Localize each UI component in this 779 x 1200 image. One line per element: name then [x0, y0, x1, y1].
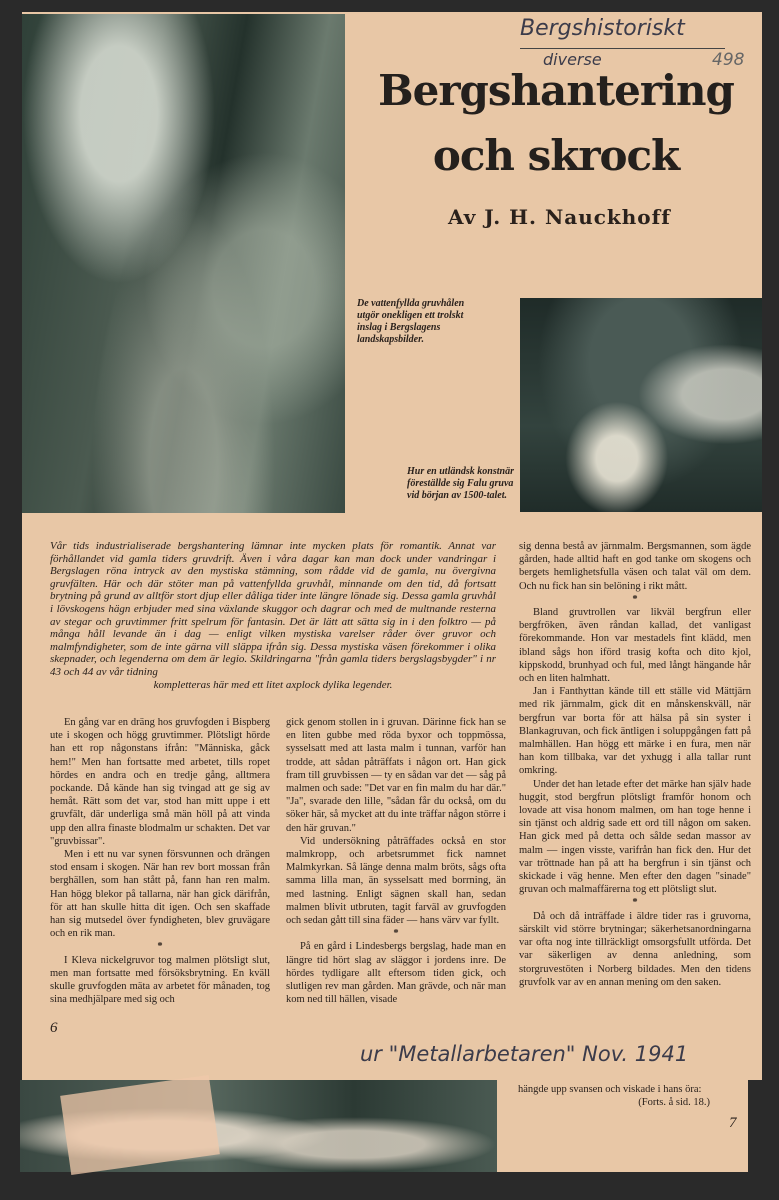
page-number-left: 6: [50, 1020, 58, 1036]
separator: *: [393, 928, 399, 940]
title-line-1: Bergshantering: [378, 66, 734, 115]
paragraph: I Kleva nickelgruvor tog malmen plötsligt slut, men man fortsatte med försöksbrytning. En kväll skulle gruvfogden mäta av arbetet för månaden, tog sina medhjälpare med sig och: [50, 954, 270, 1006]
separator: *: [157, 941, 163, 953]
page-number-right: 7: [729, 1115, 737, 1131]
continued-note: (Forts. å sid. 18.): [638, 1097, 710, 1109]
handwritten-underline: [520, 48, 725, 49]
separator: *: [632, 897, 638, 909]
photo-water-filled-mine: [22, 14, 345, 513]
intro-text: Vår tids industrialiserade bergshantering lämnar inte mycken plats för romantik. Annat var förhållandet vid gamla tiders gruvdrift. Även i våra dagar kan man dock under vandringar i Bergslagen röna intryck av den mystiska stämning, som rådde vid de gamla, nu övergivna gruvfälten. Här och där stöter man på vattenfyllda gruvhål, minnande om den tid, då fortsatt brytning på grund av alltför stort djup eller dåliga tider inte längre lönade sig. Dessa gamla gruvhål i lövskogens hägn erbjuder med sina växlande skuggor och dagrar och med de multnande resterna av stegar och gruvtimmer fritt spelrum för fantasin. Det är lätt att sätta sig in i den folktro — på många håll levande än i dag — enligt vilken mystiska varelser råder över gruvor och malmfyndigheter, som de inte gärna vill släppa ifrån sig. Dessa mystiska väsen förekommer i olika skepnader, och legenderna om dem är legio. Skildringarna "från gamla tiders bergslagsbygder" i nr 43 och 44 av vår tidning: [50, 540, 496, 678]
handwritten-number: 498: [712, 50, 745, 70]
intro-paragraph: [50, 540, 496, 691]
paragraph: Under det han letade efter det märke han själv hade huggit, stod bergfrun plötsligt framför honom och lovade att visa honom malmen, om han toge henne i sin tjänst och aldrig sade ett ord till någon om saken. Han gick med på detta och sålde sedan massor av malm — ingen visste, varifrån han fick den. Hur det var tröttnade han på att ha bergfrun i sin tjänst och skickade i väg henne. Men efter den dagen "sinade" gruvan och malmaffärerna tog ett plötsligt slut.: [519, 778, 751, 896]
column-1: [50, 716, 270, 1006]
paragraph: På en gård i Lindesbergs bergslag, hade man en längre tid hört slag av släggor i jordens inre. De hördes tydligare allt eftersom tiden gick, och slutligen rev man gården. Man grävde, och när man kom ned till hällen, visade: [286, 941, 506, 1006]
paragraph: En gång var en dräng hos gruvfogden i Bispberg ute i skogen och högg gruvtimmer. Plötsligt hörde han ett rop någonstans ifrån: "Människa, gåck hem!" Men han fortsatte med arbetet, tills ropet hördes en andra och en tredje gång, alltmera pockande. Då kände han sig tvingad att ge sig av hemåt. Rätt som det var, stod han mitt uppe i ett gruvfält, där underliga små män höll på att vinda upp den allra finaste blodmalm ur schakten. Det var "gruvbissar".: [50, 717, 270, 847]
illustration-falu-mine: [520, 298, 762, 512]
column-3: [519, 540, 751, 989]
caption-illustration: Hur en utländsk konstnär föreställde sig Falu gruva vid början av 1500-talet.: [407, 466, 514, 501]
paragraph: gick genom stollen in i gruvan. Därinne fick han se en liten gubbe med röda byxor och toppmössa, sysselsatt med att lasta malm i tunnan, varför han trodde, att sådan påträffats i någon ort. Han gick fram till gruvbissen — ty en sådan var det — såg på malmen och sade: "Det var en fin malm du har där." "Ja", svarade den lille, "sådan får du också, om du söker här, så mycket att du inte träffar någon större i den här gruvan.": [286, 717, 506, 834]
intro-last-line: kompletteras här med ett litet axplock dylika legender.: [153, 678, 393, 691]
handwritten-subcategory: diverse: [543, 50, 602, 69]
handwritten-category: Bergshistoriskt: [520, 16, 685, 41]
paragraph: Men i ett nu var synen försvunnen och drängen stod ensam i skogen. När han rev bort mossan från berghällen, som han stått på, fann han ren malm. Han högg blekor på tallarna, när han gick därifrån, för att han skulle hitta dit igen. Och sen skaffade han sig mutsedel över fyndigheten, blev gruvägare och en rik man.: [50, 849, 270, 940]
paragraph: Då och då inträffade i äldre tider ras i gruvorna, särskilt vid större brytningar; säkerhetsanordningarna var ofta nog inte tillräckligt omsorgsfullt utförda. Det var säkerligen av denna anledning, som storgruvestöten i Norberg bildades. Men den tidens gruvfolk var av en annan mening om den saken.: [519, 910, 751, 988]
paragraph: Jan i Fanthyttan kände till ett ställe vid Mättjärn med rik järnmalm, gick dit en månskenskväll, när bergfrun var borta för att hälsa på sin syster i Blankagruvan, och fick äntligen i soluppgången fatt på malmhällen. Han högg ett märke i en fura, men när han kom tillbaka, var det yxhugg i alla tallar runt omkring.: [519, 686, 751, 777]
paragraph: Bland gruvtrollen var likväl bergfrun eller bergfröken, även råndan kallad, det vanligast förekommande. Hon var mestadels fint klädd, men ibland sågs hon iförd trasig kofta och dito kjol, kippskodd, brunhyad och ful, med långt hängande hår och en liten halmhatt.: [519, 607, 751, 685]
continuation-text: [518, 1083, 740, 1109]
caption-photo: De vattenfyllda gruvhålen utgör onekligen ett trolskt inslag i Bergslagens landskapsbilder.: [357, 298, 465, 345]
handwritten-source: ur "Metallarbetaren" Nov. 1941: [360, 1042, 689, 1066]
separator: *: [632, 593, 638, 605]
title-line-2: och skrock: [432, 131, 680, 180]
continuation-line: hängde upp svansen och viskade i hans öra:: [518, 1084, 702, 1095]
byline: Av J. H. Nauckhoff: [448, 205, 671, 229]
paragraph: Vid undersökning påträffades också en stor malmkropp, och arbetsrummet fick namnet Malmkyrkan. Så länge denna malm bröts, sågs ofta samma lilla man, än sysselsatt med borrning, än med lastning. Enligt sägnen skall han, sedan malmen blivit utbruten, tagit farväl av gruvfogden och sedan gått till sina fäder — hans värv var fyllt.: [286, 835, 506, 927]
paragraph: sig denna bestå av järnmalm. Bergsmannen, som ägde gården, hade alltid haft en god tanke om skogens och bergets hemlighetsfulla väsen och talat väl om dem. Och nu fick han sin belöning i rikt mått.: [519, 541, 751, 592]
column-2: [286, 716, 506, 1006]
